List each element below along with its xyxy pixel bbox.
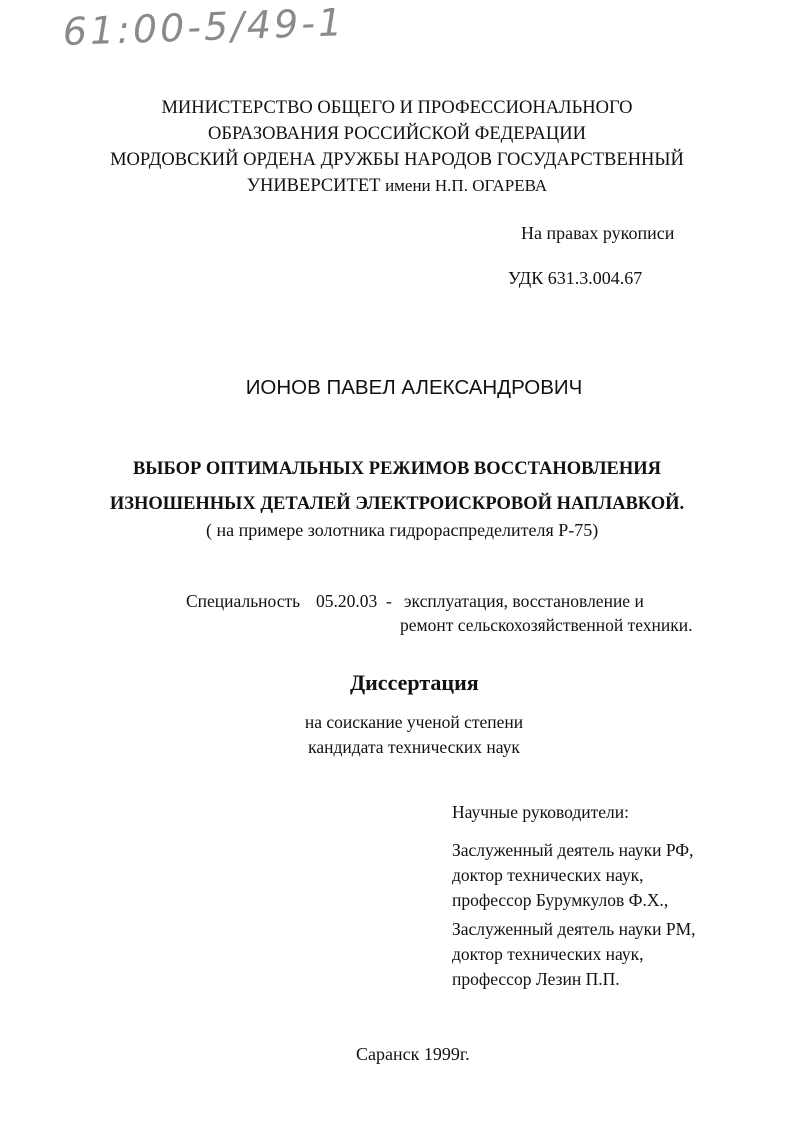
dissertation-heading: Диссертация — [350, 670, 479, 695]
ministry-header — [0, 95, 794, 199]
supervisor-name: профессор Лезин П.П. — [452, 969, 620, 989]
city-year: Саранск 1999г. — [356, 1044, 470, 1064]
specialty-code: 05.20.03 — [316, 591, 378, 611]
thesis-title-line-2: ИЗНОШЕННЫХ ДЕТАЛЕЙ ЭЛЕКТРОИСКРОВОЙ НАПЛАВКОЙ. — [109, 494, 685, 514]
supervisor-block — [452, 917, 696, 992]
handwritten-archive-mark: 61:00-5/49-1 — [62, 0, 346, 54]
university-name: имени Н.П. ОГАРЕВА — [385, 176, 548, 195]
supervisor-degree: доктор технических наук, — [452, 865, 644, 885]
university-word: УНИВЕРСИТЕТ — [246, 176, 381, 196]
university-line-1: МОРДОВСКИЙ ОРДЕНА ДРУЖБЫ НАРОДОВ ГОСУДАРСТВЕННЫЙ — [110, 150, 684, 170]
specialty-description-line-1: эксплуатация, восстановление и — [404, 591, 644, 611]
specialty-dash: - — [386, 591, 392, 611]
supervisor-title: Заслуженный деятель науки РМ, — [452, 919, 696, 939]
thesis-title — [0, 452, 794, 522]
manuscript-rights: На правах рукописи — [521, 223, 675, 243]
thesis-subtitle: ( на примере золотника гидрораспределителя Р-75) — [206, 520, 599, 540]
supervisor-degree: доктор технических наук, — [452, 944, 644, 964]
specialty-label: Специальность — [186, 591, 301, 611]
ministry-line-2: ОБРАЗОВАНИЯ РОССИЙСКОЙ ФЕДЕРАЦИИ — [208, 124, 586, 144]
degree-line-1: на соискание ученой степени — [304, 712, 524, 732]
supervisor-block — [452, 838, 694, 913]
udc-code: УДК 631.3.004.67 — [508, 268, 643, 288]
supervisor-title: Заслуженный деятель науки РФ, — [452, 840, 694, 860]
thesis-title-line-1: ВЫБОР ОПТИМАЛЬНЫХ РЕЖИМОВ ВОССТАНОВЛЕНИЯ — [132, 459, 662, 479]
degree-line-2: кандидата технических наук — [308, 737, 520, 757]
supervisor-name: профессор Бурумкулов Ф.Х., — [452, 890, 669, 910]
supervisors-heading: Научные руководители: — [452, 802, 629, 822]
university-line-2 — [0, 173, 794, 199]
author-name: ИОНОВ ПАВЕЛ АЛЕКСАНДРОВИЧ — [245, 376, 583, 399]
degree-statement — [0, 710, 794, 760]
ministry-line-1: МИНИСТЕРСТВО ОБЩЕГО И ПРОФЕССИОНАЛЬНОГО — [161, 98, 633, 118]
specialty-description-line-2: ремонт сельскохозяйственной техники. — [400, 615, 693, 635]
